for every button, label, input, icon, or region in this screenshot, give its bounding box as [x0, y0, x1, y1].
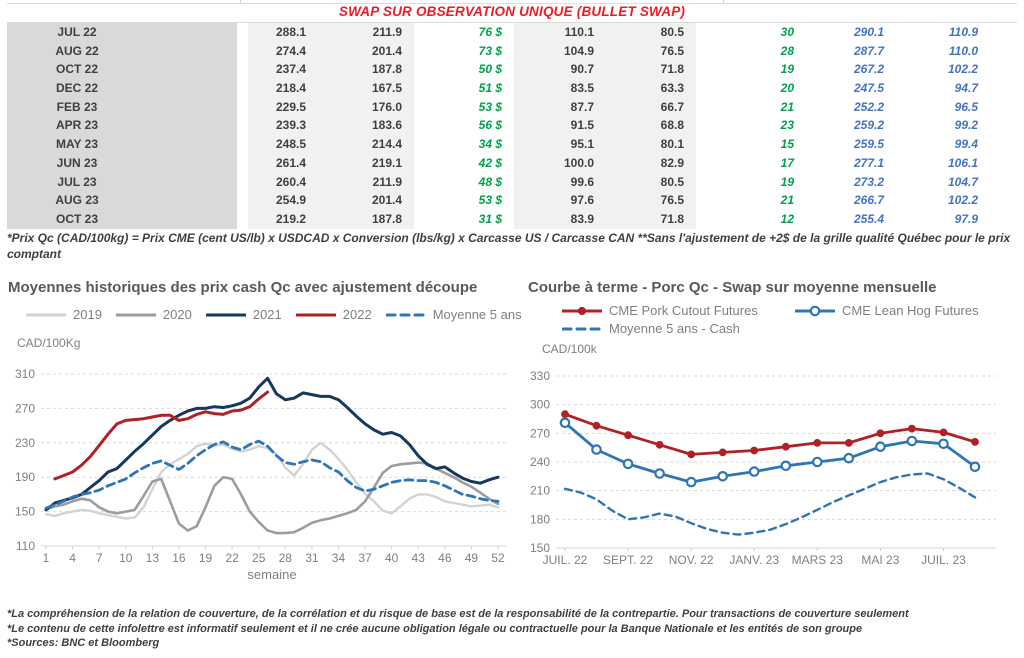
spacer-cell: 211.9 — [318, 23, 414, 42]
y-tick-label: 270 — [529, 426, 550, 441]
spacer-cell — [237, 154, 248, 173]
y-tick-label: 230 — [14, 435, 35, 450]
y-tick-label: 210 — [529, 483, 550, 498]
spacer-cell: 76.5 — [606, 42, 696, 61]
spacer-cell — [990, 42, 1017, 61]
legend-line-icon — [562, 323, 602, 335]
table-footnote: *Prix Qc (CAD/100kg) = Prix CME (cent US/lb) x USDCAD x Conversion (lbs/kg) x Carcasse US / Carcasse CAN **Sans l'ajustement de +2$ de la grille qualité Québec pour le prix comptant — [7, 231, 1011, 261]
value-cell: 30 — [780, 25, 794, 39]
legend-item — [206, 307, 282, 322]
spacer-cell — [990, 210, 1017, 229]
spacer-cell: 239.3 — [248, 116, 318, 135]
x-tick-label: MAI 23 — [861, 553, 900, 567]
y-tick-label: 310 — [14, 367, 35, 381]
data-point — [655, 469, 663, 477]
value-cell: 17 — [780, 155, 794, 170]
spacer-cell: 176.0 — [318, 98, 414, 117]
spacer-cell: 254.9 — [248, 191, 318, 210]
disclaimer-note: *La compréhension de la relation de couverture, de la corrélation et du risque de base est de la responsabilité de la contrepartie. Pour transactions de couverture seulement — [7, 608, 909, 620]
chart-legend — [26, 307, 522, 322]
value-cell: 21 — [780, 99, 794, 114]
data-point — [845, 454, 853, 462]
chart-title: Courbe à terme - Porc Qc - Swap sur moyenne mensuelle — [528, 279, 937, 296]
legend-label: Moyenne 5 ans - Cash — [609, 321, 740, 336]
table-row — [7, 173, 1017, 192]
table-row — [7, 79, 1017, 98]
table-row — [7, 210, 1017, 229]
data-point — [688, 451, 695, 458]
spacer-cell — [237, 116, 248, 135]
spacer-cell: 76.5 — [606, 191, 696, 210]
spacer-cell: 201.4 — [318, 191, 414, 210]
x-tick-label: 1 — [42, 551, 50, 565]
y-tick-label: 270 — [14, 401, 35, 416]
legend-label: 2019 — [73, 307, 102, 322]
value-cell: 23 — [780, 118, 794, 133]
legend-label: 2020 — [162, 307, 192, 322]
month-cell: MAY 23 — [7, 135, 237, 154]
spacer-cell: 100.0 — [514, 154, 606, 173]
spacer-cell — [237, 23, 248, 42]
spacer-cell: 82.9 — [606, 154, 696, 173]
spacer-cell — [237, 173, 248, 192]
value-cell: 19 — [780, 62, 794, 77]
value-cell: 255.4 — [853, 211, 884, 226]
legend-item — [795, 303, 979, 318]
spacer-cell: 274.4 — [248, 42, 318, 61]
value-cell: 102.2 — [947, 62, 978, 77]
spacer-cell: 229.5 — [248, 98, 318, 117]
value-cell: 290.1 — [853, 25, 884, 39]
table-row — [7, 135, 1017, 154]
data-point — [624, 460, 632, 468]
legend-line-icon — [26, 309, 66, 321]
spacer-cell: 219.2 — [248, 210, 318, 229]
value-cell: 110.9 — [948, 25, 978, 39]
value-cell: 266.7 — [853, 193, 884, 208]
data-point — [782, 462, 790, 470]
value-cell: 34 $ — [478, 137, 502, 152]
y-axis-unit: CAD/100k — [542, 342, 597, 356]
data-point — [814, 440, 821, 447]
chart-title: Moyennes historiques des prix cash Qc avec ajustement découpe — [8, 279, 478, 296]
spacer-cell: 260.4 — [248, 173, 318, 192]
value-cell: 28 — [780, 43, 794, 58]
value-cell: 56 $ — [478, 118, 502, 133]
spacer-cell — [990, 191, 1017, 210]
legend-line-icon — [795, 305, 835, 317]
spacer-cell — [990, 173, 1017, 192]
value-cell: 259.2 — [853, 118, 884, 133]
value-cell: 51 $ — [478, 81, 502, 96]
value-cell: 15 — [780, 137, 794, 152]
legend-label: CME Lean Hog Futures — [842, 303, 979, 318]
y-tick-label: 150 — [529, 541, 550, 555]
data-point — [656, 441, 663, 448]
cell-border — [723, 0, 724, 3]
month-cell: FEB 23 — [7, 98, 237, 117]
value-cell: 97.9 — [954, 211, 978, 226]
spacer-cell — [990, 154, 1017, 173]
historical-cash-prices-chart — [8, 279, 522, 611]
spacer-cell: 248.5 — [248, 135, 318, 154]
spacer-cell: 80.1 — [606, 135, 696, 154]
spacer-cell: 66.7 — [606, 98, 696, 117]
spacer-cell — [237, 60, 248, 79]
x-tick-label: JANV. 23 — [729, 553, 780, 567]
spacer-cell — [990, 79, 1017, 98]
spacer-cell — [237, 98, 248, 117]
table-row — [7, 116, 1017, 135]
spacer-cell: 187.8 — [318, 60, 414, 79]
data-point — [719, 472, 727, 480]
spacer-cell: 183.6 — [318, 116, 414, 135]
legend-line-icon — [206, 309, 246, 321]
disclaimer-note: *Le contenu de cette infolettre est informatif seulement et il ne crée aucune obligation légale ou contractuelle pour la Banque Nationale et les entités de son groupe — [7, 622, 863, 635]
spacer-cell: 71.8 — [606, 210, 696, 229]
spacer-cell: 80.5 — [606, 173, 696, 192]
spacer-cell: 71.8 — [606, 60, 696, 79]
spacer-cell: 99.6 — [514, 173, 606, 192]
value-cell: 73 $ — [478, 43, 502, 58]
table-row — [7, 23, 1017, 42]
forward-curve-chart — [528, 279, 1024, 611]
cell-border — [240, 0, 241, 3]
series-2020 — [46, 463, 498, 533]
x-tick-label: 46 — [438, 551, 452, 565]
table-row — [7, 98, 1017, 117]
chart-plot — [528, 358, 1024, 598]
legend-item — [562, 321, 740, 336]
spacer-cell: 261.4 — [248, 154, 318, 173]
x-tick-label: 49 — [464, 551, 479, 565]
spacer-cell — [237, 79, 248, 98]
sources-note: *Sources: BNC et Bloomberg — [7, 637, 160, 649]
value-cell: 94.7 — [954, 81, 978, 96]
table-row — [7, 60, 1017, 79]
value-cell: 252.2 — [853, 99, 884, 114]
spacer-cell: 288.1 — [248, 23, 318, 42]
month-cell: APR 23 — [7, 116, 237, 135]
x-tick-label: 7 — [95, 551, 103, 565]
legend-line-icon — [562, 305, 602, 317]
value-cell: 267.2 — [853, 62, 884, 77]
y-tick-label: 330 — [529, 369, 550, 383]
data-point — [940, 429, 947, 436]
table-title: SWAP SUR OBSERVATION UNIQUE (BULLET SWAP) — [338, 4, 686, 19]
data-point — [561, 419, 569, 427]
x-tick-label: 34 — [331, 551, 346, 565]
disclaimer-notes — [7, 607, 1017, 651]
value-cell: 287.7 — [853, 43, 884, 58]
legend-line-icon — [296, 309, 336, 321]
spacer-cell — [990, 116, 1017, 135]
series-moyenne-5-ans-cash — [565, 474, 975, 535]
data-point — [592, 445, 600, 453]
series-2021 — [46, 378, 498, 510]
x-tick-label: 16 — [172, 551, 186, 565]
y-tick-label: 110 — [15, 539, 35, 553]
spacer-cell — [237, 191, 248, 210]
spacer-cell: 211.9 — [318, 173, 414, 192]
table-row — [7, 191, 1017, 210]
data-point — [750, 467, 758, 475]
data-point — [562, 411, 569, 418]
spacer-cell — [990, 98, 1017, 117]
x-tick-label: 40 — [384, 551, 399, 565]
legend-label: Moyenne 5 ans — [432, 307, 522, 322]
spacer-cell: 90.7 — [514, 60, 606, 79]
legend-line-icon — [386, 309, 426, 321]
value-cell: 31 $ — [478, 211, 502, 226]
spacer-cell: 167.5 — [318, 79, 414, 98]
x-tick-label: 4 — [69, 551, 76, 565]
series-moyenne-5-ans — [46, 441, 498, 508]
chart-plot — [8, 354, 510, 588]
spacer-cell: 91.5 — [514, 116, 606, 135]
data-point — [719, 449, 726, 456]
table-row — [7, 42, 1017, 61]
month-cell: OCT 22 — [7, 60, 237, 79]
data-point — [593, 422, 600, 429]
data-point — [625, 432, 632, 439]
y-tick-label: 240 — [529, 455, 550, 469]
month-cell: OCT 23 — [7, 210, 237, 229]
spacer-cell: 95.1 — [514, 135, 606, 154]
spacer-cell: 83.9 — [514, 210, 606, 229]
swap-table — [7, 22, 1017, 229]
chart-legend — [562, 303, 1012, 336]
x-tick-label: NOV. 22 — [668, 553, 714, 567]
x-tick-label: 37 — [358, 551, 372, 565]
value-cell: 53 $ — [478, 99, 502, 114]
spacer-cell: 219.1 — [318, 154, 414, 173]
table-row — [7, 154, 1017, 173]
value-cell: 273.2 — [853, 174, 884, 189]
value-cell: 277.1 — [853, 155, 884, 170]
spacer-cell: 201.4 — [318, 42, 414, 61]
legend-label: CME Pork Cutout Futures — [609, 303, 758, 318]
spacer-cell — [237, 210, 248, 229]
x-tick-label: 13 — [145, 551, 160, 565]
x-tick-label: 31 — [305, 551, 319, 565]
data-point — [877, 430, 884, 437]
value-cell: 102.2 — [947, 193, 978, 208]
spacer-cell: 63.3 — [606, 79, 696, 98]
spacer-cell — [990, 23, 1017, 42]
legend-label: 2022 — [342, 307, 372, 322]
x-tick-label: 10 — [119, 551, 133, 565]
month-cell: JUL 22 — [7, 23, 237, 42]
value-cell: 42 $ — [478, 155, 502, 170]
value-cell: 53 $ — [478, 193, 502, 208]
value-cell: 99.2 — [954, 118, 978, 133]
value-cell: 12 — [780, 211, 794, 226]
y-tick-label: 180 — [529, 512, 550, 527]
x-tick-label: JUIL. 23 — [921, 553, 966, 567]
spacer-cell: 218.4 — [248, 79, 318, 98]
x-axis-title: semaine — [247, 567, 297, 582]
legend-label: 2021 — [252, 307, 282, 322]
data-point — [782, 443, 789, 450]
legend-item — [116, 307, 192, 322]
value-cell: 20 — [780, 81, 794, 96]
legend-item — [386, 307, 522, 322]
data-point — [687, 478, 695, 486]
data-point — [813, 458, 821, 466]
spacer-cell: 80.5 — [606, 23, 696, 42]
data-point — [876, 443, 884, 451]
month-cell: DEC 22 — [7, 79, 237, 98]
value-cell: 106.1 — [947, 155, 978, 170]
data-point — [845, 440, 852, 447]
spacer-cell — [990, 135, 1017, 154]
x-tick-label: SEPT. 22 — [603, 553, 654, 567]
value-cell: 110.0 — [948, 43, 978, 58]
spacer-cell: 87.7 — [514, 98, 606, 117]
spacer-cell: 214.4 — [318, 135, 414, 154]
month-cell: AUG 22 — [7, 42, 237, 61]
value-cell: 99.4 — [954, 137, 978, 152]
legend-line-icon — [116, 309, 156, 321]
month-cell: JUN 23 — [7, 154, 237, 173]
value-cell: 247.5 — [853, 81, 884, 96]
value-cell: 50 $ — [478, 62, 502, 77]
value-cell: 48 $ — [478, 174, 502, 189]
spacer-cell: 237.4 — [248, 60, 318, 79]
x-tick-label: 52 — [491, 551, 505, 565]
x-tick-label: JUIL. 22 — [542, 553, 588, 567]
x-tick-label: 19 — [198, 551, 213, 565]
x-tick-label: 25 — [252, 551, 266, 565]
month-cell: AUG 23 — [7, 191, 237, 210]
data-point — [751, 447, 758, 454]
x-tick-label: 28 — [278, 551, 292, 565]
data-point — [939, 440, 947, 448]
legend-item — [26, 307, 102, 322]
y-tick-label: 150 — [14, 504, 35, 519]
spacer-cell — [237, 135, 248, 154]
data-point — [972, 439, 979, 446]
spacer-cell: 187.8 — [318, 210, 414, 229]
spacer-cell: 104.9 — [514, 42, 606, 61]
spacer-cell: 83.5 — [514, 79, 606, 98]
y-tick-label: 300 — [529, 397, 550, 412]
value-cell: 259.5 — [853, 137, 884, 152]
spacer-cell: 110.1 — [514, 23, 606, 42]
spacer-cell — [990, 60, 1017, 79]
y-axis-unit: CAD/100Kg — [17, 336, 81, 350]
data-point — [971, 463, 979, 471]
x-tick-label: 43 — [411, 551, 425, 565]
value-cell: 19 — [780, 174, 794, 189]
data-point — [909, 425, 916, 432]
y-tick-label: 190 — [14, 470, 35, 485]
value-cell: 96.5 — [954, 99, 978, 114]
x-tick-label: MARS 23 — [791, 553, 843, 567]
spacer-cell: 68.8 — [606, 116, 696, 135]
data-point — [908, 437, 916, 445]
month-cell: JUL 23 — [7, 173, 237, 192]
value-cell: 104.7 — [947, 174, 978, 189]
legend-item — [296, 307, 372, 322]
x-tick-label: 22 — [225, 551, 239, 565]
legend-item — [562, 303, 795, 318]
value-cell: 76 $ — [478, 25, 502, 39]
value-cell: 21 — [780, 193, 794, 208]
spacer-cell — [237, 42, 248, 61]
spacer-cell: 97.6 — [514, 191, 606, 210]
